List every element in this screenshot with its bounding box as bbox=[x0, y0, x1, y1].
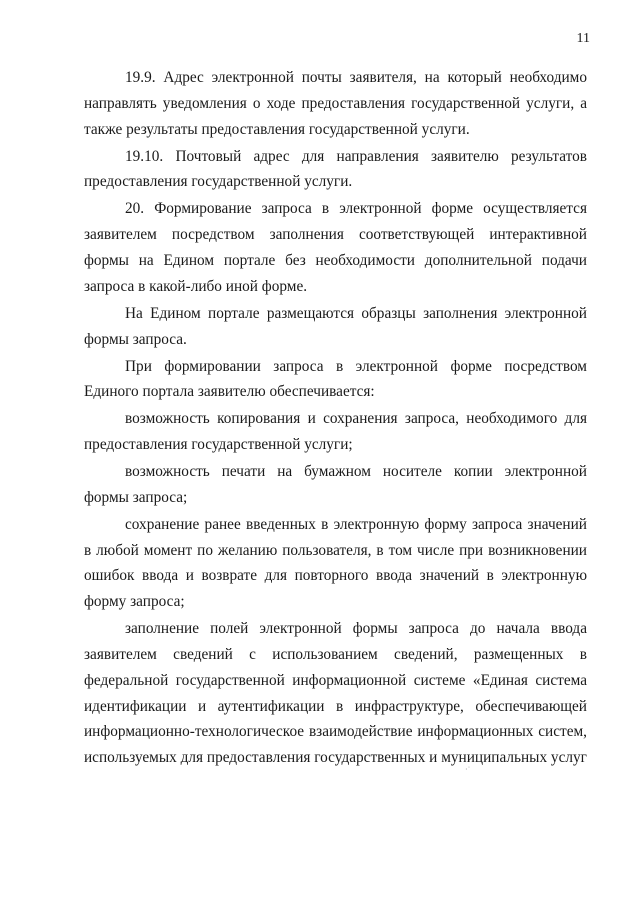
list-item-save-values: сохранение ранее введенных в электронную форму запроса значений в любой момент по желанию пользователя, в том числе при возникновении ошибок ввода и возврате для повторного ввода значений в электронную форму запроса; bbox=[84, 515, 587, 611]
document-body bbox=[84, 65, 587, 772]
paragraph-20: 20. Формирование запроса в электронной форме осуществляется заявителем посредством заполнения соответствующей интерактивной формы на Едином портале без необходимости дополнительной подачи запроса в какой-либо иной форме. bbox=[84, 200, 587, 295]
page-number: 11 bbox=[576, 31, 590, 46]
paragraph-19-9: 19.9. Адрес электронной почты заявителя, на который необходимо направлять уведомления о ходе предоставления государственной услуги, а также результаты предоставления государственной услуги. bbox=[84, 69, 587, 138]
paragraph-portal-provides: При формировании запроса в электронной форме посредством Единого портала заявителю обеспечивается: bbox=[84, 357, 587, 401]
list-item-print: возможность печати на бумажном носителе копии электронной формы запроса; bbox=[84, 463, 587, 506]
paragraph-portal-samples: На Едином портале размещаются образцы заполнения электронной формы запроса. bbox=[84, 304, 587, 348]
list-item-copy-save: возможность копирования и сохранения запроса, необходимого для предоставления государственной услуги; bbox=[84, 410, 587, 454]
scan-artifact: ·˙ bbox=[465, 765, 471, 774]
list-item-autofill: заполнение полей электронной формы запроса до начала ввода заявителем сведений с использованием сведений, размещенных в федеральной государственной информационной системе «Единая система идентификации и аутентификации в инфраструктуре, обеспечивающей информационно-технологическое взаимодействие информационных систем, используемых для предоставления государственных и муниципальных услуг bbox=[84, 620, 587, 767]
paragraph-19-10: 19.10. Почтовый адрес для направления заявителю результатов предоставления государственной услуги. bbox=[84, 147, 587, 191]
